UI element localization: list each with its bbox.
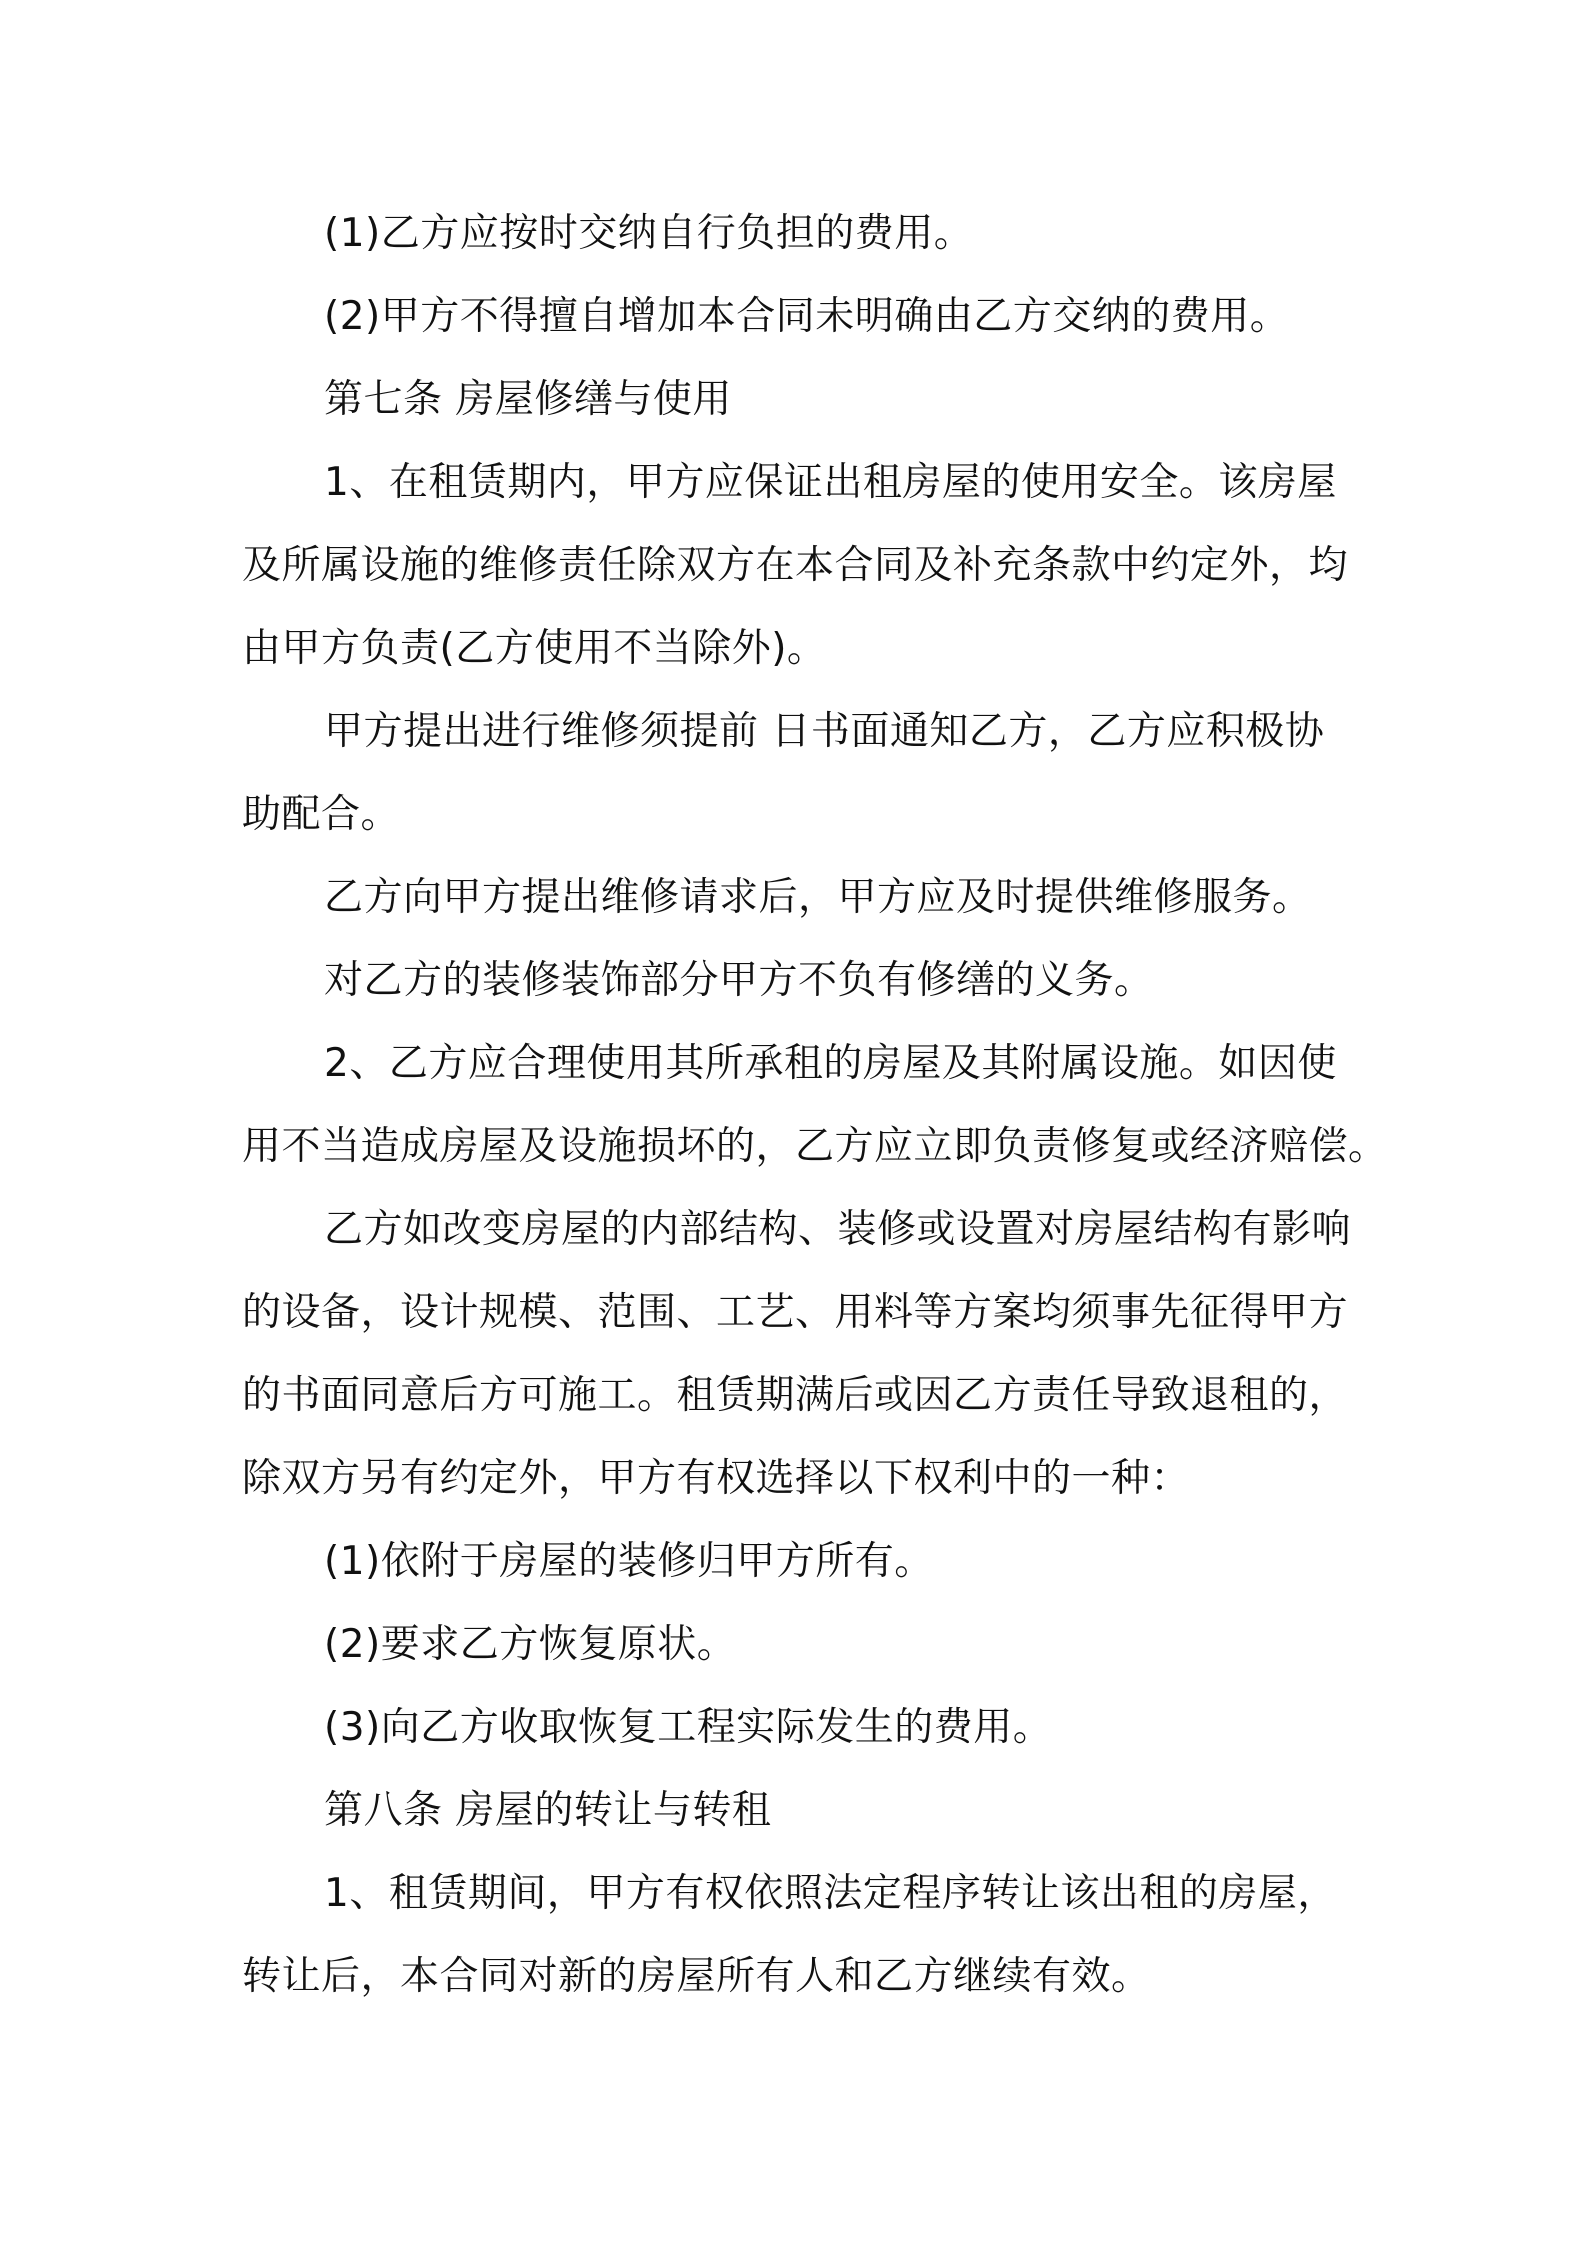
article-7-para-3: 乙方向甲方提出维修请求后，甲方应及时提供维修服务。	[324, 875, 1312, 920]
article-7-para-4: 对乙方的装修装饰部分甲方不负有修缮的义务。	[324, 958, 1154, 1003]
article-7-heading: 第七条 房屋修缮与使用	[324, 377, 732, 422]
article-7-para-5-l1: 2、乙方应合理使用其所承租的房屋及其附属设施。如因使	[324, 1041, 1337, 1086]
clause-6-item-2: (2)甲方不得擅自增加本合同未明确由乙方交纳的费用。	[324, 294, 1290, 339]
article-7-para-1-l3: 由甲方负责(乙方使用不当除外)。	[242, 626, 827, 671]
article-7-para-1-l1: 1、在租赁期内，甲方应保证出租房屋的使用安全。该房屋	[324, 460, 1337, 505]
article-7-para-6-l2: 的设备，设计规模、范围、工艺、用料等方案均须事先征得甲方	[242, 1290, 1349, 1335]
article-7-para-6-l1: 乙方如改变房屋的内部结构、装修或设置对房屋结构有影响	[324, 1207, 1352, 1252]
article-7-para-6-l3: 的书面同意后方可施工。租赁期满后或因乙方责任导致退租的，	[242, 1373, 1349, 1418]
article-7-option-2: (2)要求乙方恢复原状。	[324, 1622, 737, 1667]
article-7-option-1: (1)依附于房屋的装修归甲方所有。	[324, 1539, 934, 1584]
article-7-option-3: (3)向乙方收取恢复工程实际发生的费用。	[324, 1705, 1053, 1750]
article-7-para-6-l4: 除双方另有约定外，甲方有权选择以下权利中的一种：	[242, 1456, 1191, 1501]
article-7-para-1-l2: 及所属设施的维修责任除双方在本合同及补充条款中约定外，均	[242, 543, 1349, 588]
article-7-para-5-l2: 用不当造成房屋及设施损坏的，乙方应立即负责修复或经济赔偿。	[242, 1124, 1388, 1169]
article-7-para-2-l2: 助配合。	[242, 792, 401, 837]
article-8-para-1-l2: 转让后，本合同对新的房屋所有人和乙方继续有效。	[242, 1954, 1151, 1999]
article-8-heading: 第八条 房屋的转让与转租	[324, 1788, 772, 1833]
article-8-para-1-l1: 1、租赁期间，甲方有权依照法定程序转让该出租的房屋，	[324, 1871, 1337, 1916]
article-7-para-2-l1: 甲方提出进行维修须提前 日书面通知乙方，乙方应积极协	[324, 709, 1325, 754]
clause-6-item-1: (1)乙方应按时交纳自行负担的费用。	[324, 211, 974, 256]
